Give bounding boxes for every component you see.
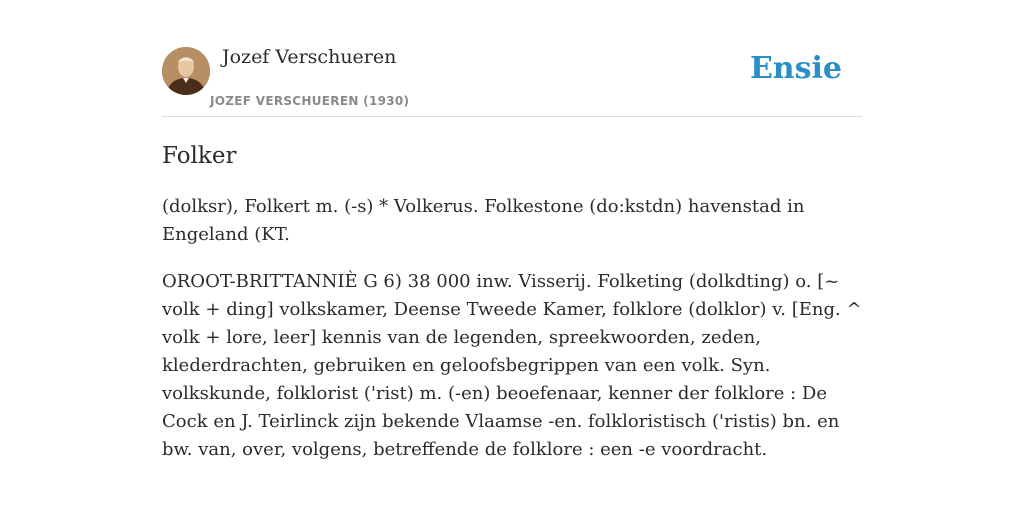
entry-paragraph-2: OROOT-BRITTANNIÈ G 6) 38 000 inw. Visserij. Folketing (dolkdting) o. [~ volk + ding] volkskamer, Deense Tweede Kamer, folklore (dolklor) v. [Eng. ^ volk + lore, leer] kennis van de legenden, spreekwoorden, zeden, klederdrachten, gebruiken en geloofsbegrippen van een volk. Syn. volkskunde, folklorist ('rist) m. (-en) beoefenaar, kenner der folklore : De Cock en J. Teirlinck zijn bekende Vlaamse -en. folkloristisch ('ristis) bn. en bw. van, over, volgens, betreffende de folklore : een -e voordracht.	[162, 271, 862, 460]
portrait-image	[162, 47, 210, 95]
author-avatar[interactable]	[162, 47, 210, 95]
entry-header	[162, 40, 862, 117]
ensie-logo[interactable]: Ensie	[749, 51, 842, 86]
author-name[interactable]: Jozef Verschueren	[222, 46, 397, 68]
source-label: JOZEF VERSCHUEREN (1930)	[210, 94, 410, 108]
entry-title: Folker	[162, 143, 237, 169]
entry-paragraph-1: (dolksr), Folkert m. (-s) * Volkerus. Folkestone (do:kstdn) havenstad in Engeland (KT.	[162, 196, 805, 245]
entry-card	[162, 40, 862, 464]
